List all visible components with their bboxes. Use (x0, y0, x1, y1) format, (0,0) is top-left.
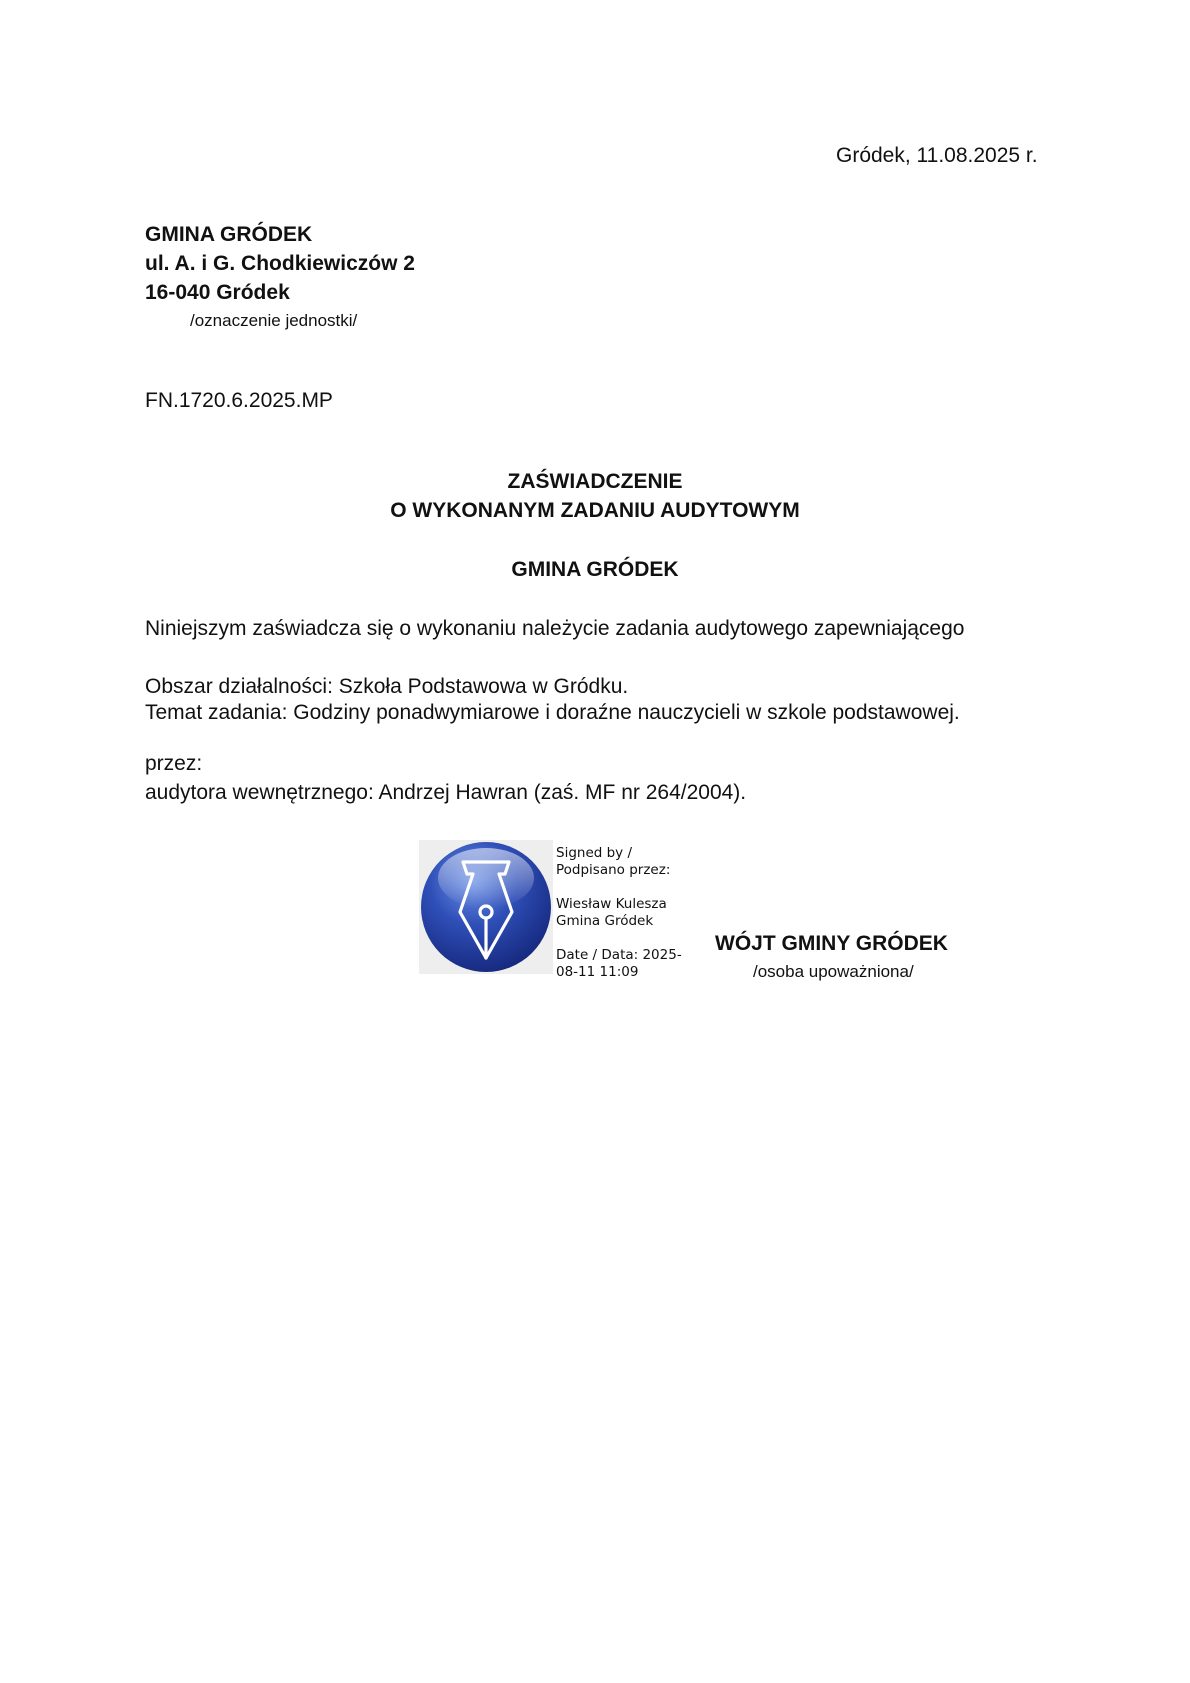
signature-date (556, 947, 682, 981)
auditor-text: audytora wewnętrznego: Andrzej Hawran (zaś. MF nr 264/2004). (145, 781, 747, 804)
signatory-title: WÓJT GMINY GRÓDEK (715, 932, 948, 955)
signed-by-line1: Signed by / (556, 845, 633, 861)
signer-info (556, 896, 667, 930)
signature-badge (419, 840, 553, 974)
signatory-caption: /osoba upoważniona/ (753, 962, 914, 981)
reference-number: FN.1720.6.2025.MP (145, 389, 333, 412)
entity-name: GMINA GRÓDEK (511, 558, 679, 581)
signer-name: Wiesław Kulesza (556, 896, 667, 912)
statement-text: Niniejszym zaświadcza się o wykonaniu należycie zadania audytowego zapewniającego (145, 617, 965, 640)
fountain-pen-nib-icon (419, 840, 553, 974)
area-text: Obszar działalności: Szkoła Podstawowa w Gródku. (145, 675, 629, 698)
document-subtitle: O WYKONANYM ZADANIU AUDYTOWYM (390, 499, 800, 522)
topic-text: Temat zadania: Godziny ponadwymiarowe i doraźne nauczycieli w szkole podstawowej. (145, 701, 960, 724)
date-line2: 08-11 11:09 (556, 964, 639, 980)
date-line1: Date / Data: 2025- (556, 947, 682, 963)
signer-org: Gmina Gródek (556, 913, 654, 929)
by-label: przez: (145, 752, 203, 775)
place-date: Gródek, 11.08.2025 r. (836, 144, 1038, 167)
document-title: ZAŚWIADCZENIE (507, 470, 683, 493)
signed-by-line2: Podpisano przez: (556, 862, 671, 878)
unit-street: ul. A. i G. Chodkiewiczów 2 (145, 252, 415, 275)
unit-name: GMINA GRÓDEK (145, 223, 313, 246)
unit-city: 16-040 Gródek (145, 281, 290, 304)
signed-by-label (556, 845, 670, 879)
unit-caption: /oznaczenie jednostki/ (190, 311, 358, 330)
